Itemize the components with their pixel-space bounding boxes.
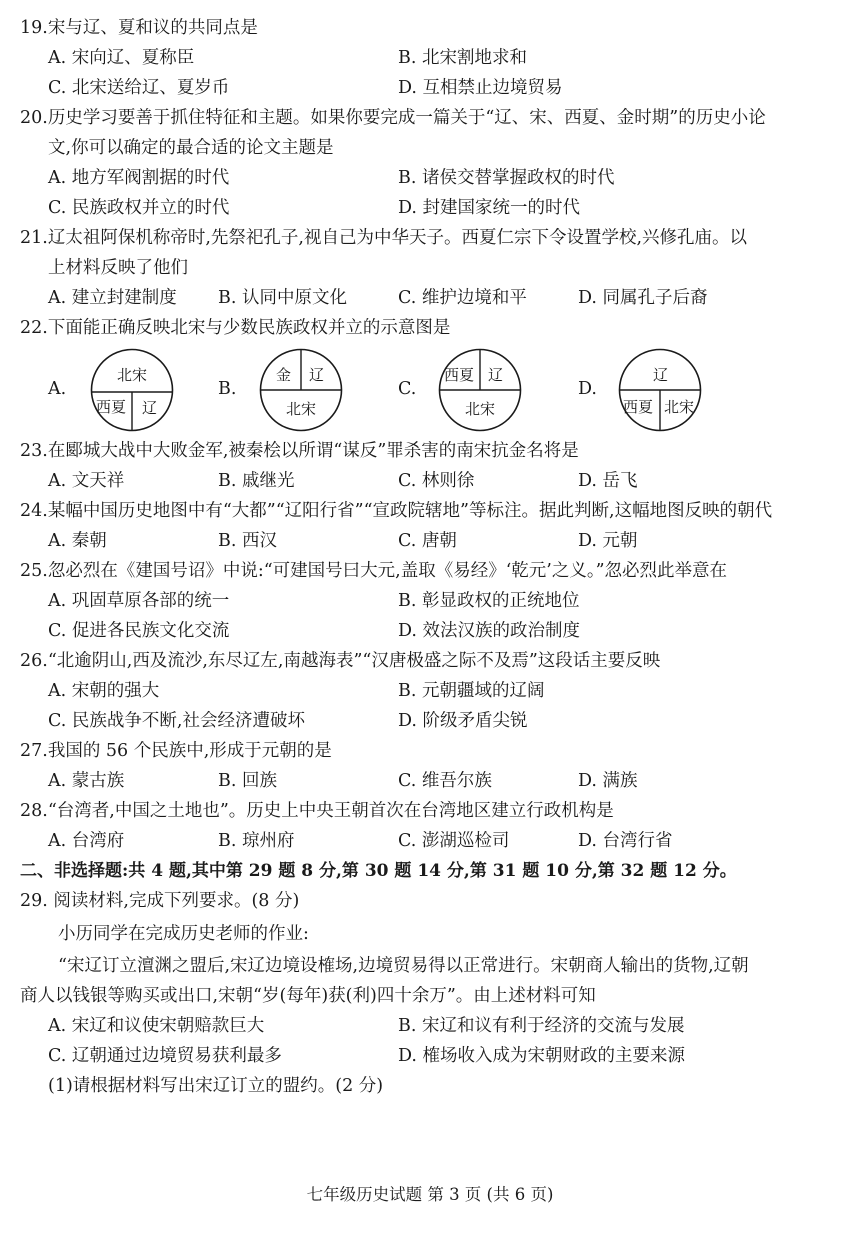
question-20-stem-line1: 20.历史学习要善于抓住特征和主题。如果你要完成一篇关于“辽、宋、西夏、金时期”的历史小论 (20, 108, 766, 128)
question-29-material-line2: 商人以钱银等购买或出口,宋朝“岁(每年)获(利)四十余万”。由上述材料可知 (20, 986, 596, 1006)
diagram-b-left-label: 金 (276, 366, 292, 384)
question-29-intro: 小历同学在完成历史老师的作业: (58, 924, 309, 944)
question-20-option-d: D. 封建国家统一的时代 (398, 198, 581, 218)
question-26-option-a: A. 宋朝的强大 (48, 681, 160, 701)
question-19-stem: 19.宋与辽、夏和议的共同点是 (20, 18, 258, 38)
question-27-option-c: C. 维吾尔族 (398, 771, 492, 791)
question-22-diagram-a (90, 348, 174, 432)
diagram-c-bottom-label: 北宋 (465, 400, 496, 418)
question-29-option-d: D. 榷场收入成为宋朝财政的主要来源 (398, 1046, 686, 1066)
question-21-stem-line2: 上材料反映了他们 (48, 258, 188, 278)
question-25-stem: 25.忽必烈在《建国号诏》中说:“可建国号曰大元,盖取《易经》‘乾元’之义。”忽必烈此举意在 (20, 561, 728, 581)
question-27-stem: 27.我国的 56 个民族中,形成于元朝的是 (20, 741, 332, 761)
question-24-option-a: A. 秦朝 (48, 531, 107, 551)
question-22-diagram-d (618, 348, 702, 432)
question-19-option-a: A. 宋向辽、夏称臣 (48, 48, 195, 68)
question-20-option-b: B. 诸侯交替掌握政权的时代 (398, 168, 615, 188)
question-28-option-d: D. 台湾行省 (578, 831, 673, 851)
question-24-stem: 24.某幅中国历史地图中有“大都”“辽阳行省”“宣政院辖地”等标注。据此判断,这幅地图反映的朝代 (20, 501, 773, 521)
question-23-stem: 23.在郾城大战中大败金军,被秦桧以所谓“谋反”罪杀害的南宋抗金名将是 (20, 441, 579, 461)
question-23-option-c: C. 林则徐 (398, 471, 475, 491)
diagram-a-left-label: 西夏 (96, 398, 127, 416)
question-28-option-c: C. 澎湖巡检司 (398, 831, 510, 851)
question-24-option-b: B. 西汉 (218, 531, 277, 551)
question-29-stem: 29. 阅读材料,完成下列要求。(8 分) (20, 891, 300, 911)
diagram-c-right-label: 辽 (488, 366, 504, 384)
diagram-d-top-label: 辽 (653, 366, 669, 384)
question-20-option-c: C. 民族政权并立的时代 (48, 198, 230, 218)
question-27-option-b: B. 回族 (218, 771, 277, 791)
question-28-stem: 28.“台湾者,中国之土地也”。历史上中央王朝首次在台湾地区建立行政机构是 (20, 801, 614, 821)
diagram-b-bottom-label: 北宋 (286, 400, 317, 418)
question-24-option-c: C. 唐朝 (398, 531, 457, 551)
question-27-option-a: A. 蒙古族 (48, 771, 125, 791)
question-22-option-a-letter: A. (48, 379, 67, 399)
question-22-option-c-letter: C. (398, 379, 417, 399)
question-27-option-d: D. 满族 (578, 771, 638, 791)
question-20-option-a: A. 地方军阀割据的时代 (48, 168, 230, 188)
question-21-stem-line1: 21.辽太祖阿保机称帝时,先祭祀孔子,视自己为中华天子。西夏仁宗下令设置学校,兴修孔庙。以 (20, 228, 748, 248)
question-21-option-d: D. 同属孔子后裔 (578, 288, 708, 308)
question-29-material-line1: “宋辽订立澶渊之盟后,宋辽边境设榷场,边境贸易得以正常进行。宋朝商人输出的货物,辽朝 (58, 956, 749, 976)
question-22-diagram-b (259, 348, 343, 432)
diagram-a-top-label: 北宋 (117, 366, 148, 384)
question-19-option-b: B. 北宋割地求和 (398, 48, 527, 68)
question-26-stem: 26.“北逾阴山,西及流沙,东尽辽左,南越海表”“汉唐极盛之际不及焉”这段话主要反映 (20, 651, 661, 671)
question-21-option-b: B. 认同中原文化 (218, 288, 347, 308)
question-25-option-b: B. 彰显政权的正统地位 (398, 591, 580, 611)
diagram-d-right-label: 北宋 (664, 398, 695, 416)
question-29-option-b: B. 宋辽和议有利于经济的交流与发展 (398, 1016, 685, 1036)
question-24-option-d: D. 元朝 (578, 531, 638, 551)
question-25-option-d: D. 效法汉族的政治制度 (398, 621, 581, 641)
question-22-diagram-c (438, 348, 522, 432)
question-28-option-b: B. 琼州府 (218, 831, 295, 851)
diagram-c-left-label: 西夏 (444, 366, 475, 384)
question-19-option-c: C. 北宋送给辽、夏岁币 (48, 78, 230, 98)
diagram-d-left-label: 西夏 (623, 398, 654, 416)
question-21-option-c: C. 维护边境和平 (398, 288, 527, 308)
question-26-option-d: D. 阶级矛盾尖锐 (398, 711, 528, 731)
question-26-option-b: B. 元朝疆域的辽阔 (398, 681, 545, 701)
question-29-option-a: A. 宋辽和议使宋朝赔款巨大 (48, 1016, 265, 1036)
question-22-option-b-letter: B. (218, 379, 237, 399)
question-25-option-a: A. 巩固草原各部的统一 (48, 591, 230, 611)
diagram-a-right-label: 辽 (142, 399, 158, 417)
question-23-option-b: B. 戚继光 (218, 471, 295, 491)
question-29-sub-question-1: (1)请根据材料写出宋辽订立的盟约。(2 分) (48, 1076, 384, 1096)
question-23-option-a: A. 文天祥 (48, 471, 125, 491)
question-22-option-d-letter: D. (578, 379, 597, 399)
question-22-stem: 22.下面能正确反映北宋与少数民族政权并立的示意图是 (20, 318, 451, 338)
page-footer: 七年级历史试题 第 3 页 (共 6 页) (306, 1185, 554, 1204)
diagram-b-right-label: 辽 (309, 366, 325, 384)
question-26-option-c: C. 民族战争不断,社会经济遭破坏 (48, 711, 305, 731)
section-2-heading: 二、非选择题:共 4 题,其中第 29 题 8 分,第 30 题 14 分,第 31 题 10 分,第 32 题 12 分。 (20, 861, 737, 881)
question-19-option-d: D. 互相禁止边境贸易 (398, 78, 563, 98)
question-23-option-d: D. 岳飞 (578, 471, 638, 491)
question-25-option-c: C. 促进各民族文化交流 (48, 621, 230, 641)
question-20-stem-line2: 文,你可以确定的最合适的论文主题是 (48, 138, 334, 158)
question-21-option-a: A. 建立封建制度 (48, 288, 177, 308)
question-29-option-c: C. 辽朝通过边境贸易获利最多 (48, 1046, 282, 1066)
question-28-option-a: A. 台湾府 (48, 831, 125, 851)
